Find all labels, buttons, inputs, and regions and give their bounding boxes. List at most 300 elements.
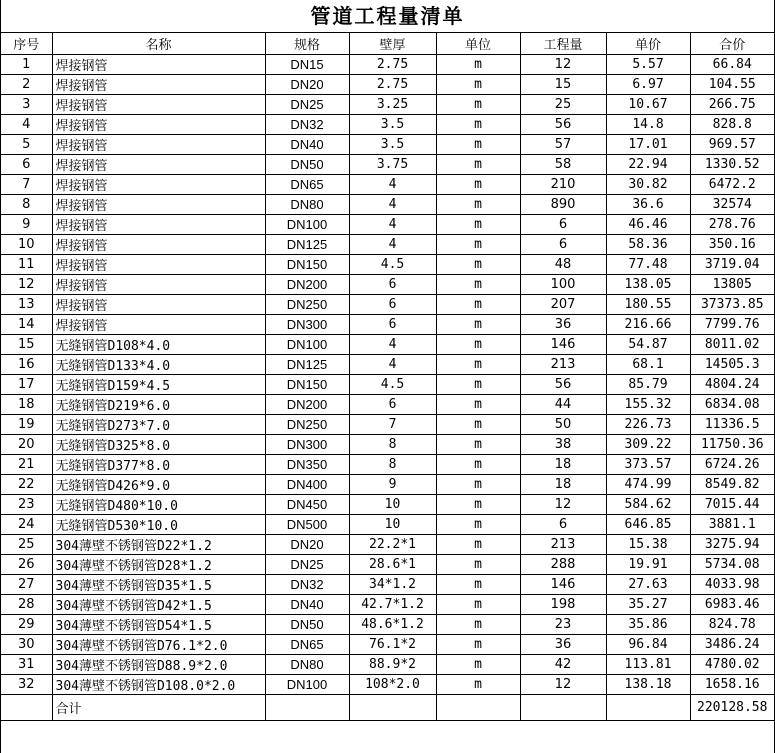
cell-price[interactable]: 113.81 [606,654,690,674]
cell-qty[interactable]: 48 [520,254,606,274]
cell-spec[interactable]: DN150 [265,374,349,394]
cell-qty[interactable]: 23 [520,614,606,634]
cell-price[interactable]: 35.86 [606,614,690,634]
cell-name[interactable]: 焊接钢管 [52,94,265,114]
cell-spec[interactable]: DN150 [265,254,349,274]
cell-name[interactable]: 焊接钢管 [52,54,265,74]
cell-spec[interactable]: DN40 [265,594,349,614]
cell-no[interactable]: 26 [1,554,52,574]
header-thickness: 壁厚 [349,33,436,54]
cell-thickness[interactable]: 3.5 [349,134,436,154]
cell-spec[interactable]: DN65 [265,634,349,654]
cell-unit[interactable]: m [436,454,520,474]
cell-unit[interactable]: m [436,114,520,134]
cell-thickness[interactable]: 7 [349,414,436,434]
header-row [1,33,774,54]
cell-unit[interactable]: m [436,514,520,534]
cell-no[interactable]: 11 [1,254,52,274]
cell-amount[interactable]: 6834.08 [690,394,774,414]
cell-name[interactable]: 焊接钢管 [52,174,265,194]
cell-name[interactable]: 无缝钢管D159*4.5 [52,374,265,394]
cell-name[interactable]: 304薄壁不锈钢管D22*1.2 [52,534,265,554]
total-row [1,694,774,720]
cell-thickness[interactable]: 4 [349,194,436,214]
sheet-title: 管道工程量清单 [1,0,774,33]
cell-no[interactable]: 27 [1,574,52,594]
cell-amount[interactable]: 3275.94 [690,534,774,554]
cell-price[interactable]: 27.63 [606,574,690,594]
cell-amount[interactable]: 32574 [690,194,774,214]
cell-no[interactable]: 7 [1,174,52,194]
cell-qty[interactable]: 12 [520,674,606,694]
cell-thickness[interactable]: 6 [349,294,436,314]
cell-qty[interactable]: 146 [520,574,606,594]
cell-thickness[interactable]: 4.5 [349,254,436,274]
table-row [1,654,774,674]
cell-amount[interactable]: 66.84 [690,54,774,74]
cell-thickness[interactable]: 22.2*1 [349,534,436,554]
cell-no[interactable]: 30 [1,634,52,654]
cell-name[interactable]: 304薄壁不锈钢管D54*1.5 [52,614,265,634]
cell-no[interactable]: 17 [1,374,52,394]
cell-name[interactable]: 焊接钢管 [52,314,265,334]
cell-thickness[interactable]: 4 [349,354,436,374]
cell-unit[interactable]: m [436,674,520,694]
cell-price[interactable]: 6.97 [606,74,690,94]
table-row [1,574,774,594]
cell-price[interactable]: 138.05 [606,274,690,294]
cell-unit[interactable]: m [436,374,520,394]
cell-spec[interactable]: DN350 [265,454,349,474]
cell-name[interactable]: 焊接钢管 [52,234,265,254]
cell-price[interactable]: 5.57 [606,54,690,74]
table-row [1,394,774,414]
cell-name[interactable]: 304薄壁不锈钢管D88.9*2.0 [52,654,265,674]
cell-spec[interactable]: DN500 [265,514,349,534]
cell-thickness[interactable]: 4 [349,334,436,354]
cell-name[interactable]: 焊接钢管 [52,194,265,214]
cell-name[interactable]: 无缝钢管D325*8.0 [52,434,265,454]
cell-unit[interactable]: m [436,254,520,274]
cell-thickness[interactable]: 88.9*2 [349,654,436,674]
cell-amount[interactable]: 104.55 [690,74,774,94]
cell-qty[interactable]: 213 [520,534,606,554]
cell-no[interactable]: 25 [1,534,52,554]
cell-qty[interactable]: 42 [520,654,606,674]
total-empty-cell[interactable] [349,694,436,720]
cell-name[interactable]: 焊接钢管 [52,74,265,94]
cell-price[interactable]: 85.79 [606,374,690,394]
cell-thickness[interactable]: 4 [349,234,436,254]
cell-unit[interactable]: m [436,54,520,74]
cell-amount[interactable]: 5734.08 [690,554,774,574]
cell-unit[interactable]: m [436,614,520,634]
cell-amount[interactable]: 6724.26 [690,454,774,474]
cell-name[interactable]: 焊接钢管 [52,294,265,314]
cell-price[interactable]: 10.67 [606,94,690,114]
cell-spec[interactable]: DN450 [265,494,349,514]
cell-spec[interactable]: DN80 [265,194,349,214]
cell-amount[interactable]: 1330.52 [690,154,774,174]
cell-spec[interactable]: DN125 [265,234,349,254]
table-row [1,294,774,314]
cell-name[interactable]: 焊接钢管 [52,254,265,274]
cell-amount[interactable]: 8011.02 [690,334,774,354]
cell-thickness[interactable]: 6 [349,394,436,414]
table-row [1,314,774,334]
cell-price[interactable]: 584.62 [606,494,690,514]
cell-no[interactable]: 8 [1,194,52,214]
cell-no[interactable]: 18 [1,394,52,414]
cell-qty[interactable]: 6 [520,214,606,234]
cell-name[interactable]: 无缝钢管D377*8.0 [52,454,265,474]
cell-unit[interactable]: m [436,334,520,354]
cell-qty[interactable]: 18 [520,454,606,474]
cell-no[interactable]: 6 [1,154,52,174]
cell-spec[interactable]: DN400 [265,474,349,494]
cell-thickness[interactable]: 108*2.0 [349,674,436,694]
table-row [1,134,774,154]
cell-unit[interactable]: m [436,234,520,254]
cell-spec[interactable]: DN100 [265,674,349,694]
cell-no[interactable]: 12 [1,274,52,294]
cell-qty[interactable]: 100 [520,274,606,294]
cell-thickness[interactable]: 34*1.2 [349,574,436,594]
cell-no[interactable]: 14 [1,314,52,334]
cell-qty[interactable]: 36 [520,634,606,654]
cell-thickness[interactable]: 3.25 [349,94,436,114]
cell-qty[interactable]: 50 [520,414,606,434]
table-row [1,334,774,354]
pipe-quantity-table [1,33,774,721]
table-row [1,354,774,374]
table-row [1,154,774,174]
cell-price[interactable]: 180.55 [606,294,690,314]
cell-name[interactable]: 焊接钢管 [52,114,265,134]
cell-unit[interactable]: m [436,474,520,494]
cell-amount[interactable]: 1658.16 [690,674,774,694]
cell-spec[interactable]: DN50 [265,614,349,634]
table-row [1,114,774,134]
cell-price[interactable]: 54.87 [606,334,690,354]
table-row [1,514,774,534]
cell-qty[interactable]: 207 [520,294,606,314]
cell-qty[interactable]: 6 [520,514,606,534]
total-label[interactable]: 合计 [52,694,265,720]
header-spec: 规格 [265,33,349,54]
cell-no[interactable]: 29 [1,614,52,634]
cell-name[interactable]: 无缝钢管D133*4.0 [52,354,265,374]
cell-amount[interactable]: 13805 [690,274,774,294]
cell-no[interactable]: 20 [1,434,52,454]
cell-unit[interactable]: m [436,314,520,334]
table-row [1,214,774,234]
cell-price[interactable]: 14.8 [606,114,690,134]
cell-thickness[interactable]: 8 [349,434,436,454]
cell-price[interactable]: 216.66 [606,314,690,334]
cell-amount[interactable]: 7015.44 [690,494,774,514]
cell-unit[interactable]: m [436,574,520,594]
cell-qty[interactable]: 57 [520,134,606,154]
table-row [1,494,774,514]
cell-name[interactable]: 304薄壁不锈钢管D108.0*2.0 [52,674,265,694]
cell-thickness[interactable]: 2.75 [349,54,436,74]
table-body [1,54,774,720]
cell-qty[interactable]: 12 [520,54,606,74]
cell-unit[interactable]: m [436,634,520,654]
cell-spec[interactable]: DN20 [265,534,349,554]
cell-amount[interactable]: 828.8 [690,114,774,134]
cell-no[interactable]: 32 [1,674,52,694]
cell-name[interactable]: 304薄壁不锈钢管D42*1.5 [52,594,265,614]
cell-thickness[interactable]: 28.6*1 [349,554,436,574]
table-row [1,174,774,194]
cell-price[interactable]: 35.27 [606,594,690,614]
cell-price[interactable]: 77.48 [606,254,690,274]
cell-unit[interactable]: m [436,194,520,214]
cell-price[interactable]: 138.18 [606,674,690,694]
cell-qty[interactable]: 15 [520,74,606,94]
cell-amount[interactable]: 266.75 [690,94,774,114]
cell-spec[interactable]: DN100 [265,334,349,354]
cell-amount[interactable]: 3719.04 [690,254,774,274]
cell-qty[interactable]: 198 [520,594,606,614]
cell-unit[interactable]: m [436,654,520,674]
cell-spec[interactable]: DN80 [265,654,349,674]
cell-spec[interactable]: DN32 [265,114,349,134]
cell-qty[interactable]: 58 [520,154,606,174]
cell-price[interactable]: 68.1 [606,354,690,374]
cell-amount[interactable]: 14505.3 [690,354,774,374]
cell-price[interactable]: 58.36 [606,234,690,254]
cell-thickness[interactable]: 48.6*1.2 [349,614,436,634]
cell-unit[interactable]: m [436,394,520,414]
cell-spec[interactable]: DN25 [265,554,349,574]
cell-unit[interactable]: m [436,174,520,194]
cell-price[interactable]: 36.6 [606,194,690,214]
cell-no[interactable]: 31 [1,654,52,674]
cell-price[interactable]: 226.73 [606,414,690,434]
cell-qty[interactable]: 6 [520,234,606,254]
cell-no[interactable]: 21 [1,454,52,474]
cell-name[interactable]: 焊接钢管 [52,214,265,234]
cell-price[interactable]: 17.01 [606,134,690,154]
cell-no[interactable]: 13 [1,294,52,314]
cell-name[interactable]: 304薄壁不锈钢管D35*1.5 [52,574,265,594]
cell-no[interactable]: 28 [1,594,52,614]
cell-qty[interactable]: 210 [520,174,606,194]
cell-unit[interactable]: m [436,294,520,314]
cell-thickness[interactable]: 3.75 [349,154,436,174]
cell-amount[interactable]: 11750.36 [690,434,774,454]
cell-amount[interactable]: 6983.46 [690,594,774,614]
cell-thickness[interactable]: 6 [349,314,436,334]
cell-unit[interactable]: m [436,74,520,94]
cell-price[interactable]: 474.99 [606,474,690,494]
cell-price[interactable]: 309.22 [606,434,690,454]
cell-spec[interactable]: DN300 [265,434,349,454]
cell-thickness[interactable]: 42.7*1.2 [349,594,436,614]
cell-no[interactable]: 1 [1,54,52,74]
cell-name[interactable]: 无缝钢管D530*10.0 [52,514,265,534]
cell-price[interactable]: 96.84 [606,634,690,654]
cell-no[interactable]: 3 [1,94,52,114]
table-row [1,414,774,434]
cell-amount[interactable]: 4804.24 [690,374,774,394]
cell-spec[interactable]: DN50 [265,154,349,174]
cell-unit[interactable]: m [436,274,520,294]
table-row [1,94,774,114]
header-price: 单价 [606,33,690,54]
cell-thickness[interactable]: 8 [349,454,436,474]
cell-qty[interactable]: 890 [520,194,606,214]
cell-no[interactable]: 15 [1,334,52,354]
cell-thickness[interactable]: 4 [349,214,436,234]
header-unit: 单位 [436,33,520,54]
cell-qty[interactable]: 38 [520,434,606,454]
cell-thickness[interactable]: 9 [349,474,436,494]
cell-amount[interactable]: 350.16 [690,234,774,254]
cell-amount[interactable]: 278.76 [690,214,774,234]
cell-qty[interactable]: 18 [520,474,606,494]
cell-amount[interactable]: 3486.24 [690,634,774,654]
cell-unit[interactable]: m [436,354,520,374]
total-no-cell[interactable] [1,694,52,720]
cell-name[interactable]: 304薄壁不锈钢管D28*1.2 [52,554,265,574]
cell-amount[interactable]: 3881.1 [690,514,774,534]
cell-no[interactable]: 22 [1,474,52,494]
cell-spec[interactable]: DN200 [265,394,349,414]
total-empty-cell[interactable] [436,694,520,720]
table-row [1,194,774,214]
cell-amount[interactable]: 8549.82 [690,474,774,494]
cell-spec[interactable]: DN65 [265,174,349,194]
cell-qty[interactable]: 56 [520,114,606,134]
cell-unit[interactable]: m [436,154,520,174]
cell-spec[interactable]: DN20 [265,74,349,94]
cell-unit[interactable]: m [436,494,520,514]
cell-qty[interactable]: 44 [520,394,606,414]
table-row [1,74,774,94]
table-row [1,614,774,634]
total-empty-cell[interactable] [265,694,349,720]
cell-no[interactable]: 2 [1,74,52,94]
cell-thickness[interactable]: 6 [349,274,436,294]
cell-unit[interactable]: m [436,134,520,154]
cell-no[interactable]: 5 [1,134,52,154]
cell-spec[interactable]: DN200 [265,274,349,294]
cell-unit[interactable]: m [436,434,520,454]
total-amount[interactable]: 220128.58 [690,694,774,720]
cell-amount[interactable]: 969.57 [690,134,774,154]
cell-no[interactable]: 9 [1,214,52,234]
cell-amount[interactable]: 824.78 [690,614,774,634]
cell-price[interactable]: 373.57 [606,454,690,474]
table-row [1,474,774,494]
header-amount: 合价 [690,33,774,54]
cell-no[interactable]: 4 [1,114,52,134]
cell-unit[interactable]: m [436,94,520,114]
cell-qty[interactable]: 213 [520,354,606,374]
cell-price[interactable]: 30.82 [606,174,690,194]
cell-thickness[interactable]: 4 [349,174,436,194]
cell-price[interactable]: 22.94 [606,154,690,174]
cell-price[interactable]: 15.38 [606,534,690,554]
table-row [1,54,774,74]
cell-name[interactable]: 无缝钢管D219*6.0 [52,394,265,414]
table-row [1,454,774,474]
cell-amount[interactable]: 7799.76 [690,314,774,334]
header-no: 序号 [1,33,52,54]
cell-thickness[interactable]: 10 [349,494,436,514]
cell-qty[interactable]: 12 [520,494,606,514]
table-row [1,374,774,394]
total-empty-cell[interactable] [606,694,690,720]
cell-name[interactable]: 无缝钢管D426*9.0 [52,474,265,494]
cell-unit[interactable]: m [436,214,520,234]
cell-price[interactable]: 155.32 [606,394,690,414]
cell-thickness[interactable]: 3.5 [349,114,436,134]
cell-qty[interactable]: 36 [520,314,606,334]
cell-price[interactable]: 646.85 [606,514,690,534]
cell-no[interactable]: 24 [1,514,52,534]
cell-unit[interactable]: m [436,534,520,554]
cell-unit[interactable]: m [436,554,520,574]
cell-qty[interactable]: 56 [520,374,606,394]
cell-qty[interactable]: 25 [520,94,606,114]
cell-price[interactable]: 19.91 [606,554,690,574]
cell-amount[interactable]: 11336.5 [690,414,774,434]
cell-spec[interactable]: DN32 [265,574,349,594]
cell-name[interactable]: 无缝钢管D480*10.0 [52,494,265,514]
cell-spec[interactable]: DN300 [265,314,349,334]
cell-name[interactable]: 无缝钢管D273*7.0 [52,414,265,434]
cell-spec[interactable]: DN250 [265,414,349,434]
cell-thickness[interactable]: 4.5 [349,374,436,394]
cell-spec[interactable]: DN100 [265,214,349,234]
cell-name[interactable]: 304薄壁不锈钢管D76.1*2.0 [52,634,265,654]
cell-name[interactable]: 焊接钢管 [52,134,265,154]
cell-spec[interactable]: DN250 [265,294,349,314]
table-row [1,254,774,274]
cell-amount[interactable]: 4033.98 [690,574,774,594]
cell-name[interactable]: 焊接钢管 [52,274,265,294]
cell-thickness[interactable]: 10 [349,514,436,534]
cell-name[interactable]: 无缝钢管D108*4.0 [52,334,265,354]
cell-thickness[interactable]: 76.1*2 [349,634,436,654]
cell-spec[interactable]: DN25 [265,94,349,114]
cell-thickness[interactable]: 2.75 [349,74,436,94]
cell-no[interactable]: 19 [1,414,52,434]
cell-spec[interactable]: DN125 [265,354,349,374]
cell-unit[interactable]: m [436,414,520,434]
cell-qty[interactable]: 146 [520,334,606,354]
cell-price[interactable]: 46.46 [606,214,690,234]
cell-amount[interactable]: 6472.2 [690,174,774,194]
cell-spec[interactable]: DN15 [265,54,349,74]
cell-spec[interactable]: DN40 [265,134,349,154]
cell-name[interactable]: 焊接钢管 [52,154,265,174]
cell-no[interactable]: 16 [1,354,52,374]
total-empty-cell[interactable] [520,694,606,720]
cell-unit[interactable]: m [436,594,520,614]
cell-qty[interactable]: 288 [520,554,606,574]
cell-no[interactable]: 23 [1,494,52,514]
cell-amount[interactable]: 4780.02 [690,654,774,674]
table-row [1,274,774,294]
cell-amount[interactable]: 37373.85 [690,294,774,314]
cell-no[interactable]: 10 [1,234,52,254]
